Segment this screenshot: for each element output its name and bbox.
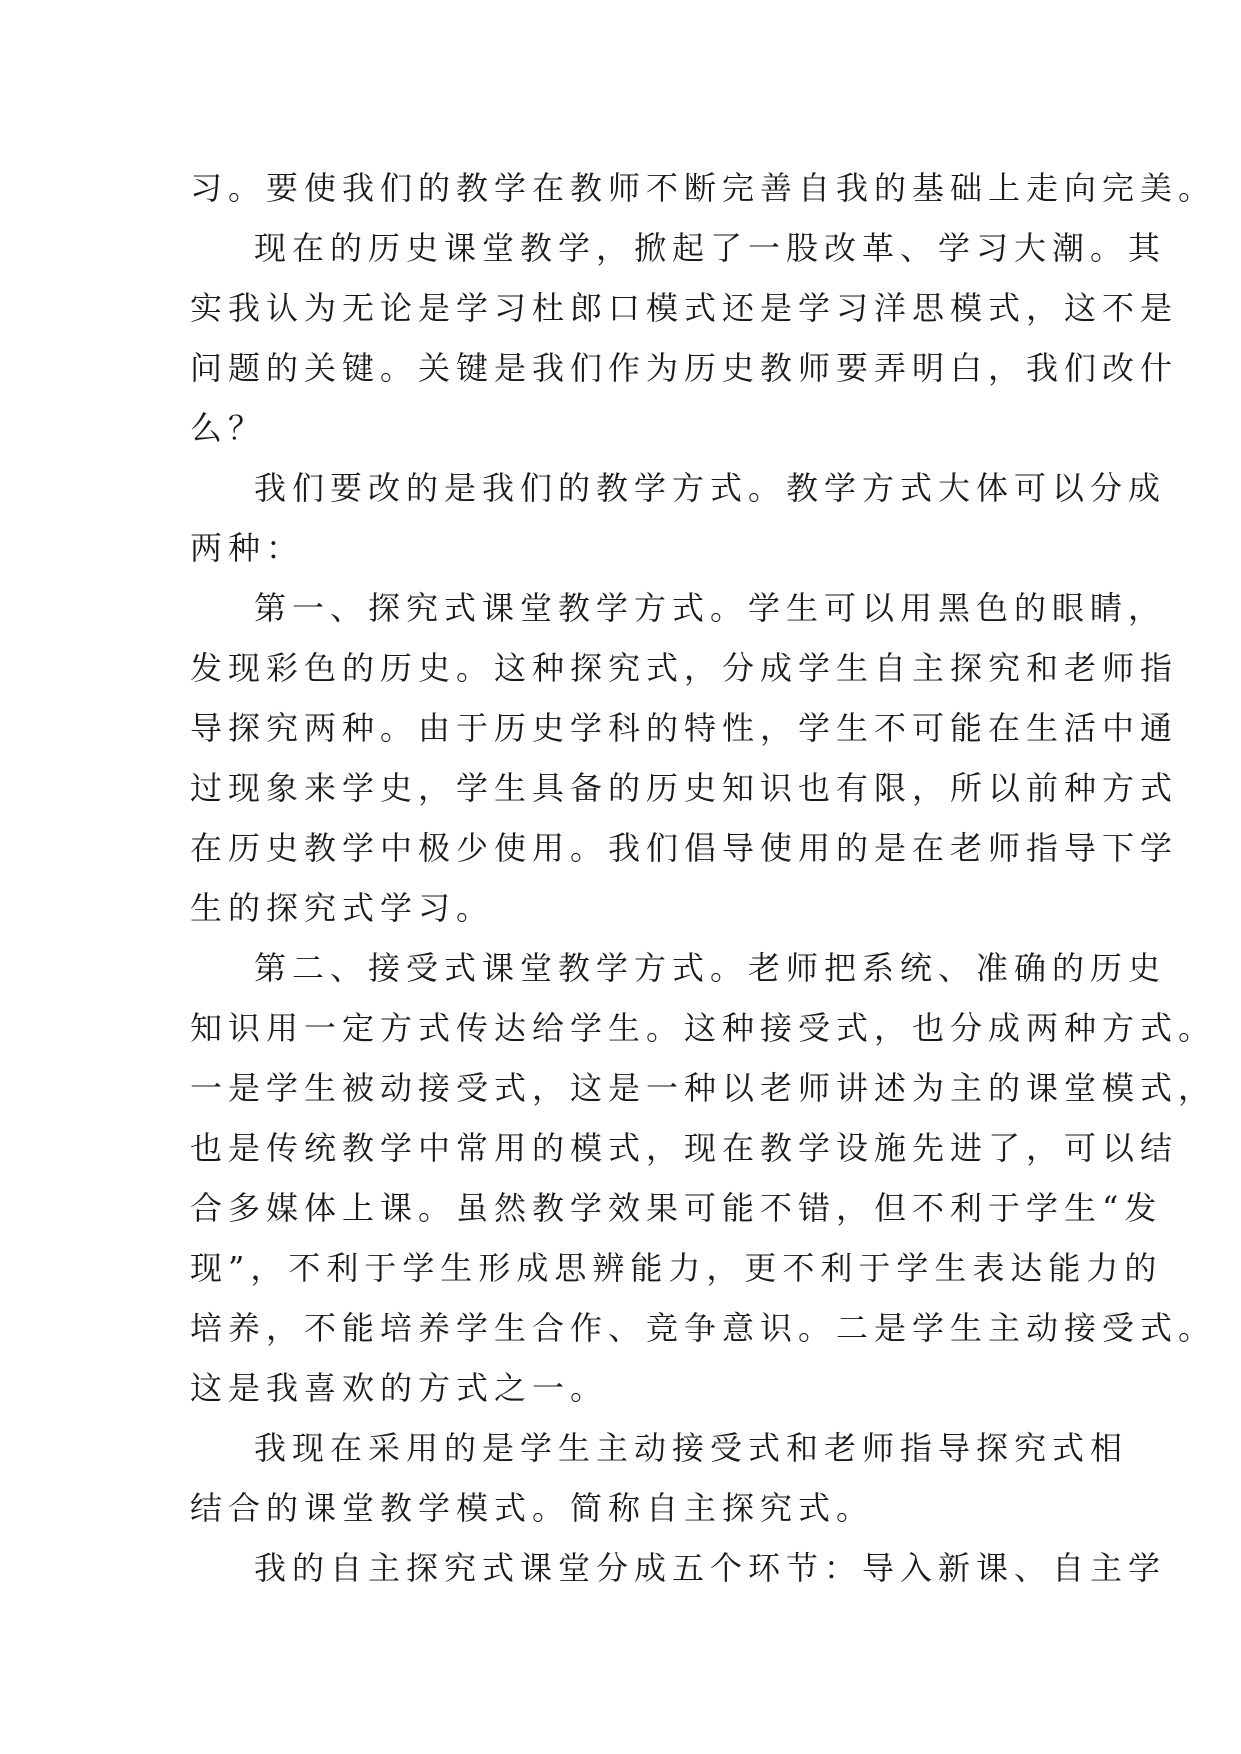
text-line: 现在的历史课堂教学，掀起了一股改革、学习大潮。其 bbox=[254, 229, 1167, 267]
text-line: 过现象来学史，学生具备的历史知识也有限，所以前种方式 bbox=[190, 769, 1179, 807]
text-line: 知识用一定方式传达给学生。这种接受式，也分成两种方式。 bbox=[190, 1009, 1217, 1047]
text-line: 么？ bbox=[190, 409, 267, 447]
text-line: 两种： bbox=[190, 529, 305, 567]
text-line: 一是学生被动接受式，这是一种以老师讲述为主的课堂模式， bbox=[190, 1069, 1217, 1107]
text-line: 现”，不利于学生形成思辨能力，更不利于学生表达能力的 bbox=[190, 1249, 1163, 1287]
text-line: 合多媒体上课。虽然教学效果可能不错，但不利于学生“发 bbox=[190, 1189, 1163, 1227]
text-line: 发现彩色的历史。这种探究式，分成学生自主探究和老师指 bbox=[190, 649, 1179, 687]
text-line: 第一、探究式课堂教学方式。学生可以用黑色的眼睛， bbox=[254, 589, 1167, 627]
text-line: 习。要使我们的教学在教师不断完善自我的基础上走向完美。 bbox=[190, 169, 1217, 207]
text-line: 问题的关键。关键是我们作为历史教师要弄明白，我们改什 bbox=[190, 349, 1179, 387]
text-line: 结合的课堂教学模式。简称自主探究式。 bbox=[190, 1489, 875, 1527]
text-line: 我们要改的是我们的教学方式。教学方式大体可以分成 bbox=[254, 469, 1167, 507]
text-line: 实我认为无论是学习杜郎口模式还是学习洋思模式，这不是 bbox=[190, 289, 1179, 327]
text-line: 在历史教学中极少使用。我们倡导使用的是在老师指导下学 bbox=[190, 829, 1179, 867]
text-line: 第二、接受式课堂教学方式。老师把系统、准确的历史 bbox=[254, 949, 1167, 987]
document-body bbox=[190, 158, 1217, 1598]
text-line: 也是传统教学中常用的模式，现在教学设施先进了，可以结 bbox=[190, 1129, 1179, 1167]
text-line: 培养，不能培养学生合作、竞争意识。二是学生主动接受式。 bbox=[190, 1309, 1217, 1347]
text-line: 导探究两种。由于历史学科的特性，学生不可能在生活中通 bbox=[190, 709, 1179, 747]
text-line: 我的自主探究式课堂分成五个环节：导入新课、自主学 bbox=[254, 1549, 1167, 1587]
text-line: 我现在采用的是学生主动接受式和老师指导探究式相 bbox=[254, 1429, 1129, 1467]
text-line: 生的探究式学习。 bbox=[190, 889, 495, 927]
text-line: 这是我喜欢的方式之一。 bbox=[190, 1369, 609, 1407]
